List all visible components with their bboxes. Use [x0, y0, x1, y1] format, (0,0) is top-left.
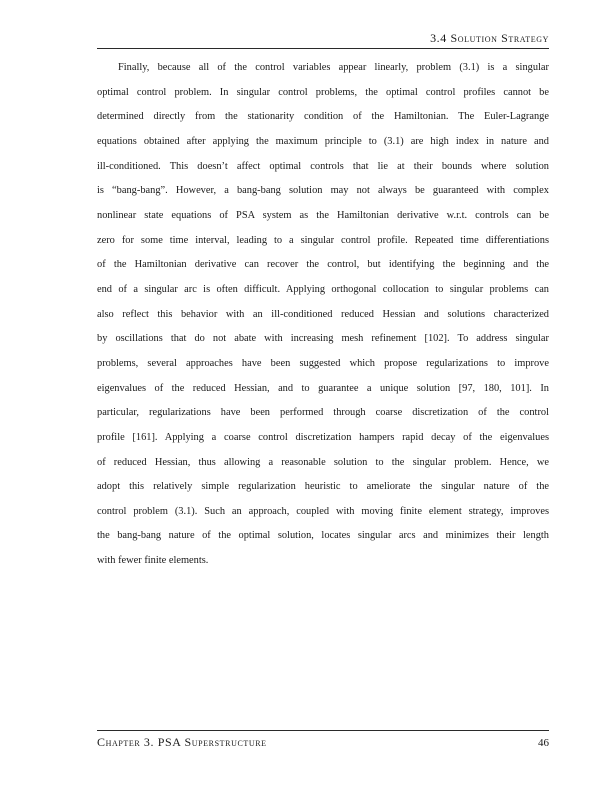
body-paragraph — [97, 56, 549, 574]
page-number: 46 — [538, 737, 549, 749]
paragraph-line: with fewer finite elements. — [97, 555, 209, 567]
paragraph-line: of reduced Hessian, thus allowing a reasonable solution to the singular problem. Hence, we — [97, 456, 549, 468]
page-footer — [97, 735, 549, 750]
paragraph-line: is “bang-bang”. However, a bang-bang solution may not always be guaranteed with complex — [97, 185, 549, 197]
paragraph-line: zero for some time interval, leading to a singular control profile. Repeated time differentiations — [97, 234, 549, 246]
paragraph-line: also reflect this behavior with an ill-conditioned reduced Hessian and solutions characterized — [97, 308, 549, 320]
paragraph-line: of the Hamiltonian derivative can recover the control, but identifying the beginning and the — [97, 259, 549, 271]
paragraph-line: control problem (3.1). Such an approach, coupled with moving finite element strategy, improves — [97, 505, 549, 517]
footer-rule — [97, 730, 549, 731]
running-foot-chapter-title: Chapter 3. PSA Superstructure — [97, 735, 267, 749]
paragraph-line: particular, regularizations have been performed through coarse discretization of the control — [97, 407, 549, 419]
paragraph-line: by oscillations that do not abate with increasing mesh refinement [102]. To address singular — [97, 333, 549, 345]
paragraph-line: nonlinear state equations of PSA system as the Hamiltonian derivative w.r.t. controls can be — [97, 209, 549, 221]
header-rule — [97, 48, 549, 49]
paragraph-line: ill-conditioned. This doesn’t affect optimal controls that lie at their bounds where solution — [97, 160, 549, 172]
paragraph-line: the bang-bang nature of the optimal solution, locates singular arcs and minimizes their length — [97, 530, 549, 542]
paragraph-line: determined directly from the stationarity condition of the Hamiltonian. The Euler-Lagrange — [97, 111, 549, 123]
paragraph-line: end of a singular arc is often difficult. Applying orthogonal collocation to singular problems can — [97, 283, 549, 295]
paragraph-line: Finally, because all of the control variables appear linearly, problem (3.1) is a singular — [118, 62, 549, 73]
paragraph-line: problems, several approaches have been suggested which propose regularizations to improve — [97, 357, 549, 369]
running-head-section-title: 3.4 Solution Strategy — [430, 31, 549, 45]
paragraph-line: equations obtained after applying the maximum principle to (3.1) are high index in nature and — [97, 135, 549, 147]
paragraph-line: optimal control problem. In singular control problems, the optimal control profiles cannot be — [97, 86, 549, 98]
paragraph-line: adopt this relatively simple regularization heuristic to ameliorate the singular nature of the — [97, 481, 549, 493]
paragraph-line: profile [161]. Applying a coarse control discretization hampers rapid decay of the eigenvalues — [97, 431, 549, 443]
paragraph-line: eigenvalues of the reduced Hessian, and to guarantee a unique solution [97, 180, 101]. In — [97, 382, 549, 394]
